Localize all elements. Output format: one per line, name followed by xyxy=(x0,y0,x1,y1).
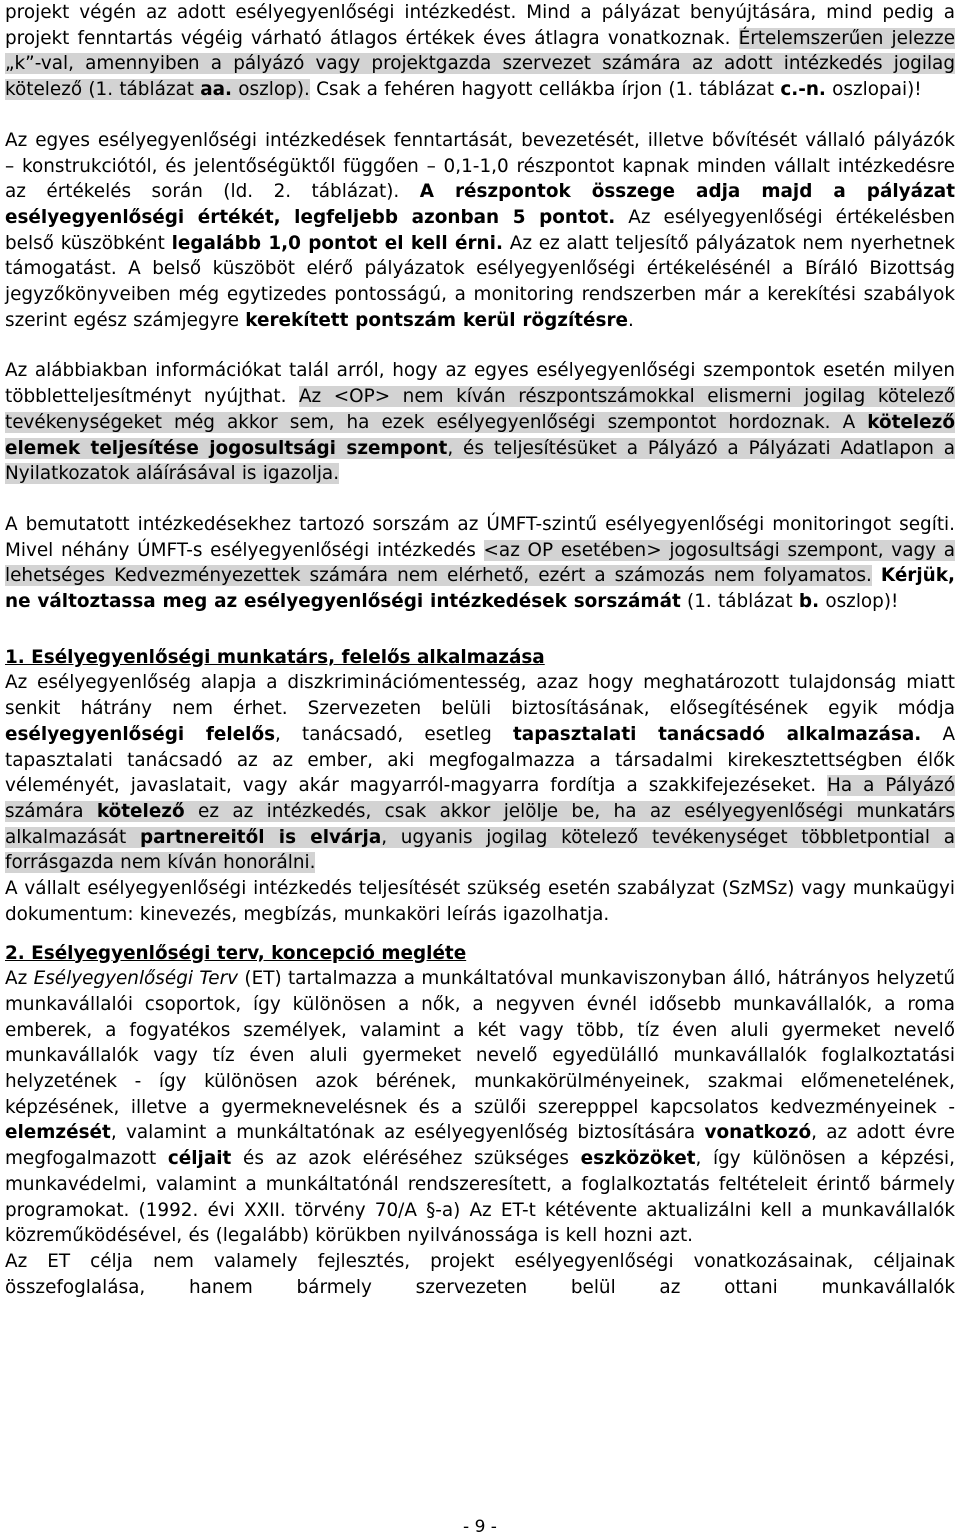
section-1-partners: partnereitől is elvárja xyxy=(139,826,382,848)
intro-paragraph xyxy=(5,0,955,103)
section-1-proof: A vállalt esélyegyenlőségi intézkedés teljesítését szükség esetén szabályzat (SzMSz) vagy munkaügyi dokumentum: kinevezés, megbízás, munkaköri leírás igazolhatja. xyxy=(5,878,955,925)
section-2-paragraph xyxy=(5,966,955,1249)
column-ref-b: b. xyxy=(798,591,820,613)
section-2-goals: céljait xyxy=(167,1148,232,1170)
scoring-end: . xyxy=(628,309,634,331)
scoring-max: A részpontok összege adja majd a pályázat esélyegyenlőségi értékét, legfeljebb azonban 5 pontot. xyxy=(5,181,955,228)
intro-instruction-end: oszlopai)! xyxy=(832,79,922,101)
section-1-hl-mid: ez az intézkedés, csak akkor jelölje be, ha az esélyegyenlőségi munkatárs alkalmazását xyxy=(5,800,955,848)
column-ref-aa: aa. xyxy=(200,79,233,101)
section-2-text: (ET) tartalmazza a munkáltatóval munkaviszonyban álló, hátrányos helyzetű munkavállalói csoportok, így különösen a nők, a negyven évnél idősebb munkavállalók, a roma emberek, a fogyatékos személyek, valamint a két vagy több, tíz éven aluli gyermeket nevelő munkavállalók vagy tíz éven aluli gyermeket nevelő egyedülálló munkavállalók foglalkoztatási helyzetének - így különösen azok bérének, munkakörülményeinek, szakmai előmenetelének, képzésének, illetve a gyermeknevelésnek és a szülői szerepppel kapcsolatos kedvezményeinek - xyxy=(5,968,956,1118)
numbering-end: oszlop)! xyxy=(825,591,899,613)
section-2-goal-paragraph: Az ET célja nem valamely fejlesztés, projekt esélyegyenlőségi vonatkozásainak, céljainak összefoglalása, hanem bármely szervezeten belül az ottani munkavállalók xyxy=(5,1250,955,1298)
section-1-advisor: tapasztalati tanácsadó alkalmazása. xyxy=(513,723,922,745)
scoring-threshold-text: Az esélyegyenlőségi értékelésben belső küszöbként xyxy=(5,206,956,254)
intro-note-text: Értelemszerűen jelezze „k”-val, amennyiben a pályázó vagy projektgazda szervezet számára az adott intézkedés jogilag kötelező (1. táblázat xyxy=(5,27,956,101)
section-1-mid: , tanácsadó, esetleg xyxy=(275,723,492,745)
section-2-text-end: , így különösen a képzési, munkavédelmi, valamint a munkáltatónál rendszeresített, a foglalkoztatás feltételeit érintő bármely programokat. (1992. évi XXII. törvény 70/A §-a) Az ET-t kétévente aktualizálni kell a munkavállalók közreműködésével, és (legalább) körükben nyilvánossága is kell hozni azt. xyxy=(5,1148,955,1247)
section-1-hl-end: , ugyanis jogilag kötelező tevékenységet többletpontial a forrásgazda nem kíván honorálni. xyxy=(5,826,955,874)
info-paragraph xyxy=(5,358,955,487)
section-1-hl-text: Ha a Pályázó számára xyxy=(5,775,956,822)
section-2-title: 2. Esélyegyenlőségi terv, koncepció megléte xyxy=(5,942,467,964)
section-1-officer: esélyegyenlőségi felelős xyxy=(5,723,276,745)
scoring-rounding-text: Az ez alatt teljesítő pályázatok nem nyerhetnek támogatást. A belső küszöböt elérő pályázatok esélyegyenlőségi értékelésénél a Bíráló Bizottság jegyzőkönyveiben még egytizedes pontosságú, a monitoring rendszerben már a kerekítési szabályok szerint egész számjegyre xyxy=(5,232,955,331)
numbering-ref: (1. táblázat xyxy=(687,591,793,613)
page-number: - 9 - xyxy=(463,1517,497,1537)
section-2-text-4: és az azok eléréséhez szükséges xyxy=(243,1148,570,1170)
section-2-text-3: , az adott évre megfogalmazott xyxy=(5,1122,955,1170)
numbering-paragraph xyxy=(5,512,955,615)
info-mandatory: kötelező elemek teljesítése jogosultsági szempont xyxy=(5,411,955,459)
column-ref-cn: c.-n. xyxy=(780,79,826,101)
info-end: , és teljesítésüket a Pályázó a Pályázati Adatlapon a Nyilatkozatok aláírásával is igazolja. xyxy=(5,437,955,485)
info-text: Az alábbiakban információkat talál arról, hogy az egyes esélyegyenlőségi szempontok esetén milyen többletteljesítményt nyújthat. xyxy=(5,360,955,408)
section-2-term: Esélyegyenlőségi Terv xyxy=(33,968,239,990)
document-page xyxy=(5,0,955,1300)
scoring-rounding: kerekített pontszám kerül rögzítésre xyxy=(245,309,629,331)
section-2-tools: eszközöket xyxy=(580,1148,696,1170)
numbering-highlight: <az OP esetében> jogosultsági szempont, vagy a lehetséges Kedvezményezettek számára nem elérhető, ezért a számozás nem folyamatos. xyxy=(5,539,955,587)
scoring-paragraph xyxy=(5,128,955,334)
section-2-relating: vonatkozó xyxy=(704,1122,812,1144)
intro-note-end: oszlop). xyxy=(238,79,310,101)
section-1-text: Az esélyegyenlőség alapja a diszkriminációmentesség, azaz hogy meghatározott tulajdonság miatt senkit hátrány nem érhet. Szervezeten belüli biztosításának, elősegítésének egyik módja xyxy=(5,672,955,720)
intro-instruction: Csak a fehéren hagyott cellákba írjon (1. táblázat xyxy=(316,79,775,101)
info-op-text: Az <OP> nem kíván részpontszámokkal elismerni jogilag kötelező tevékenységeket még akkor sem, ha ezek esélyegyenlőségi szempontot hordoznak. A xyxy=(5,386,955,433)
section-1-advisor-text: A tapasztalati tanácsadó az az ember, aki megfogalmazza a társadalmi kirekesztettségben élők véleményét, javaslatait, vagy akár magyarról-magyarra fordítja a szakkifejezéseket. xyxy=(5,723,956,797)
numbering-text: A bemutatott intézkedésekhez tartozó sorszám az ÚMFT-szintű esélyegyenlőségi monitoringot segíti. Mivel néhány ÚMFT-s esélyegyenlőségi intézkedés xyxy=(5,513,955,561)
section-2-text-2: , valamint a munkáltatónak az esélyegyenlőség biztosítására xyxy=(110,1122,696,1144)
section-2-text-start: Az xyxy=(5,968,28,990)
scoring-text: Az egyes esélyegyenlőségi intézkedések fenntartását, bevezetését, illetve bővítését vállaló pályázók – konstrukciótól, és jelentőségüktől függően – 0,1-1,0 részpontot kapnak minden vállalt intézkedésre az értékelés során (ld. 2. táblázat). xyxy=(5,129,955,203)
scoring-threshold: legalább 1,0 pontot el kell érni. xyxy=(171,232,503,254)
section-1-mandatory: kötelező xyxy=(96,800,185,822)
intro-text: projekt végén az adott esélyegyenlőségi intézkedést. Mind a pályázat benyújtására, mind pedig a projekt fenntartás végéig várható átlagos értékek éves átlagra vonatkoznak. xyxy=(5,2,955,49)
numbering-request: Kérjük, ne változtassa meg az esélyegyenlőségi intézkedések sorszámát xyxy=(5,565,955,613)
section-1-title: 1. Esélyegyenlőségi munkatárs, felelős alkalmazása xyxy=(5,646,545,668)
section-2-analysis: elemzését xyxy=(5,1122,111,1144)
section-1-paragraph xyxy=(5,670,955,876)
